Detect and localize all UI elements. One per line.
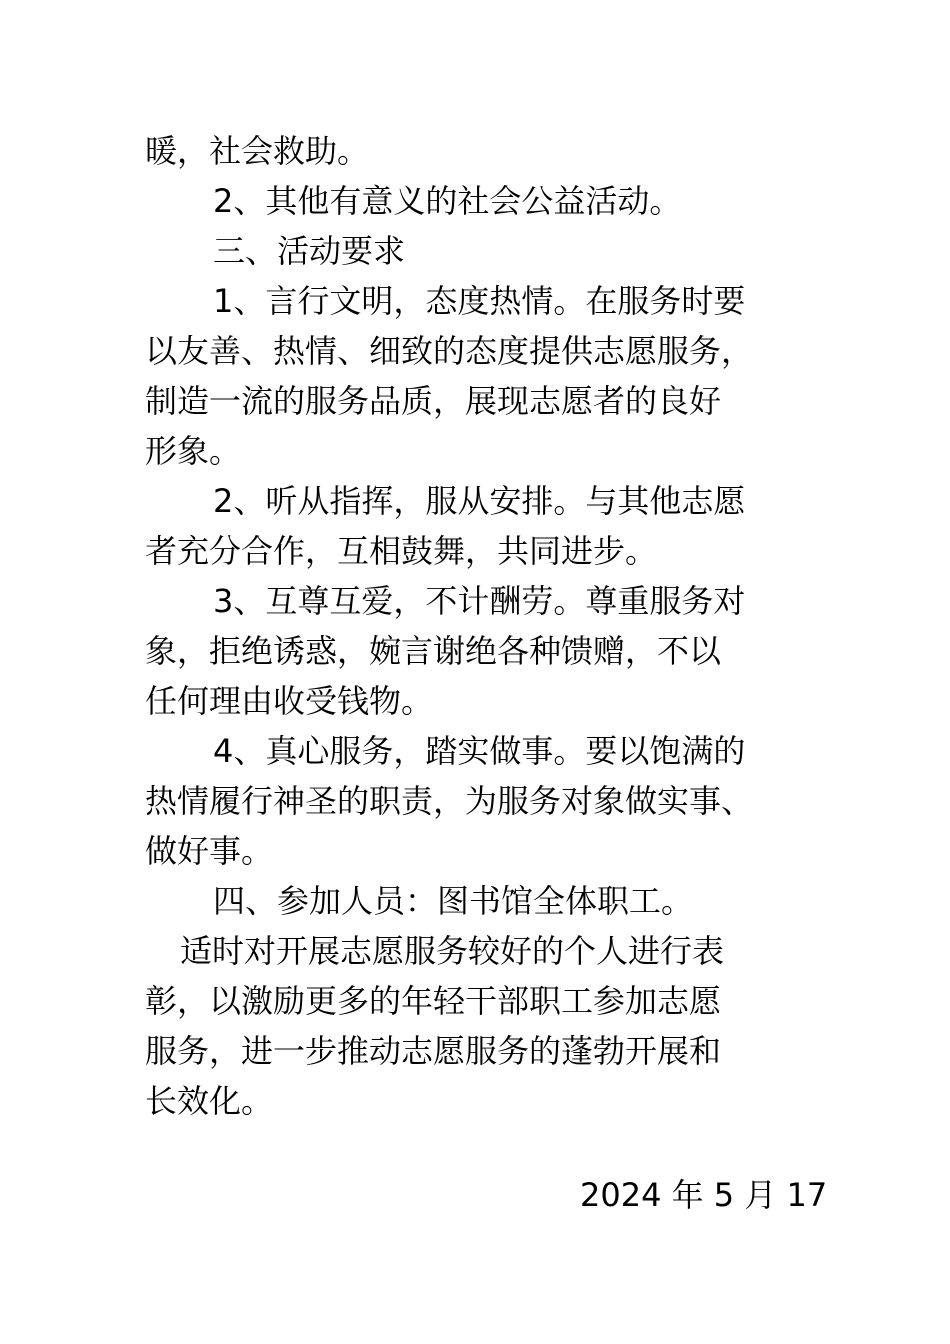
section-heading-participants: 四、参加人员：图书馆全体职工。 — [213, 882, 694, 920]
commendation-line: 适时对开展志愿服务较好的个人进行表 — [180, 932, 725, 970]
requirement-3-line: 3、互尊互爱，不计酬劳。尊重服务对 — [213, 582, 746, 620]
list-item-other-activities: 2、其他有意义的社会公益活动。 — [213, 182, 682, 220]
requirement-4-line: 4、真心服务，踏实做事。要以饱满的 — [213, 732, 746, 770]
requirement-4-line: 做好事。 — [145, 832, 274, 870]
requirement-1-line: 制造一流的服务品质，展现志愿者的良好 — [145, 382, 722, 420]
requirement-1-line: 形象。 — [145, 432, 242, 470]
commendation-line: 长效化。 — [145, 1082, 274, 1120]
commendation-line: 彰，以激励更多的年轻干部职工参加志愿 — [145, 982, 722, 1020]
requirement-3-line: 象，拒绝诱惑，婉言谢绝各种馈赠，不以 — [145, 632, 722, 670]
requirement-1-line: 1、言行文明，态度热情。在服务时要 — [213, 282, 746, 320]
text-line: 暖，社会救助。 — [145, 132, 370, 170]
document-date: 2024 年 5 月 17 — [580, 1176, 828, 1214]
requirement-4-line: 热情履行神圣的职责，为服务对象做实事、 — [145, 782, 754, 820]
commendation-line: 服务，进一步推动志愿服务的蓬勃开展和 — [145, 1032, 722, 1070]
section-heading-requirements: 三、活动要求 — [213, 232, 406, 270]
requirement-2-line: 者充分合作，互相鼓舞，共同进步。 — [145, 532, 658, 570]
requirement-1-line: 以友善、热情、细致的态度提供志愿服务， — [145, 332, 754, 370]
requirement-2-line: 2、听从指挥，服从安排。与其他志愿 — [213, 482, 746, 520]
requirement-3-line: 任何理由收受钱物。 — [145, 682, 434, 720]
